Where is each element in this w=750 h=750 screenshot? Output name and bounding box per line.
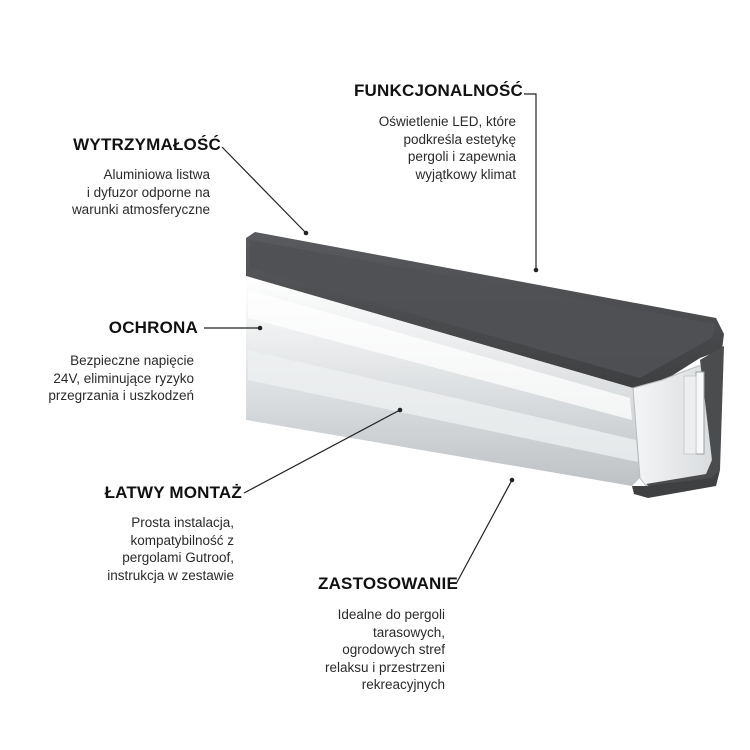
callout-application-text xyxy=(325,606,445,694)
callout-protection xyxy=(109,318,198,338)
leader-dot-application xyxy=(510,478,515,483)
callout-functionality-title: FUNKCJONALNOŚĆ xyxy=(353,81,523,100)
leader-durability xyxy=(222,147,306,233)
callout-application-line: tarasowych, xyxy=(372,624,445,640)
callout-functionality xyxy=(354,81,523,101)
leader-dot-installation xyxy=(398,408,403,413)
callout-durability-line: i dyfuzor odporne na xyxy=(86,184,210,200)
led-strip xyxy=(696,372,704,454)
callout-installation-line: kompatybilność z xyxy=(130,532,234,548)
leader-dot-protection xyxy=(258,326,263,331)
leader-dot-functionality xyxy=(534,268,539,273)
callout-protection-title: OCHRONA xyxy=(108,318,198,337)
callout-installation-line: Prosta instalacja, xyxy=(131,515,234,530)
callout-durability-title: WYTRZYMAŁOŚĆ xyxy=(73,135,221,154)
callout-functionality-line: wyjątkowy klimat xyxy=(415,166,516,182)
callout-durability xyxy=(73,135,221,155)
callout-application xyxy=(318,574,458,594)
callout-protection-text xyxy=(48,352,194,405)
callout-installation-line: instrukcja w zestawie xyxy=(107,567,234,583)
leader-application xyxy=(456,480,512,584)
leader-dot-durability xyxy=(304,231,309,236)
callout-durability-line: warunki atmosferyczne xyxy=(71,202,210,217)
callout-installation-text xyxy=(107,514,234,584)
callout-durability-text xyxy=(72,166,210,219)
callout-functionality-line: Oświetlenie LED, które xyxy=(378,114,516,129)
callout-functionality-line: podkreśla estetykę xyxy=(403,131,516,147)
callout-protection-line: przegrzania i uszkodzeń xyxy=(48,388,194,403)
callout-application-line: ogrodowych stref xyxy=(342,642,445,657)
callout-protection-line: Bezpieczne napięcie xyxy=(70,353,194,368)
callout-application-line: Idealne do pergoli xyxy=(337,607,445,622)
callout-functionality-text xyxy=(379,113,516,183)
callout-protection-line: 24V, eliminujące ryzyko xyxy=(53,370,194,386)
callout-durability-line: Aluminiowa listwa xyxy=(103,167,210,182)
end-clip xyxy=(684,376,696,454)
callout-installation-line: pergolami Gutroof, xyxy=(122,550,234,565)
leader-functionality xyxy=(524,94,536,270)
callout-application-title: ZASTOSOWANIE xyxy=(318,574,458,593)
callout-installation-title: ŁATWY MONTAŻ xyxy=(104,483,242,502)
callout-functionality-line: pergoli i zapewnia xyxy=(407,149,516,164)
callout-application-line: rekreacyjnych xyxy=(361,677,445,692)
callout-installation xyxy=(105,483,242,503)
callout-application-line: relaksu i przestrzeni xyxy=(324,659,445,675)
